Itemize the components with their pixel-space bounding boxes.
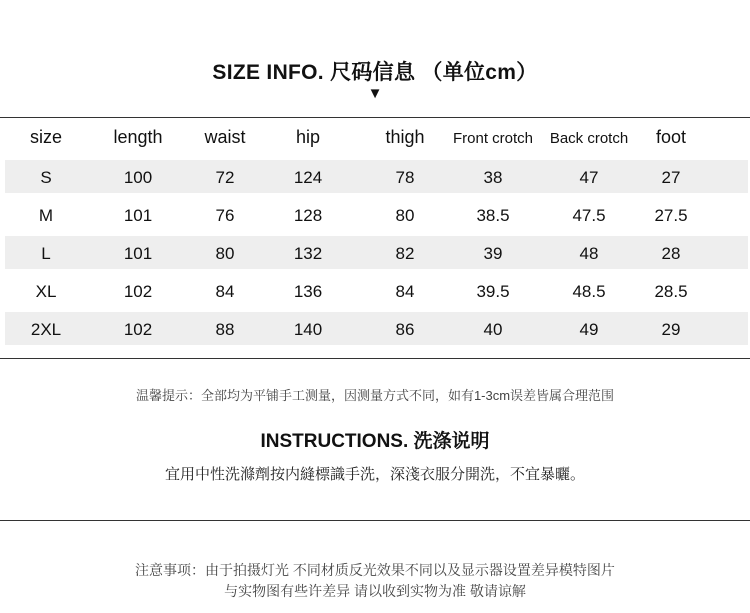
table-cell: 38 — [483, 168, 503, 187]
table-cell: 28 — [661, 244, 681, 263]
row-band — [5, 312, 748, 345]
column-header-foot: foot — [655, 127, 687, 147]
table-cell: 28.5 — [654, 282, 688, 301]
table-cell: 84 — [215, 282, 235, 301]
table-cell: 100 — [123, 168, 153, 187]
table-cell: 80 — [395, 206, 415, 225]
table-cell: 78 — [395, 168, 415, 187]
table-cell: M — [38, 206, 54, 225]
table-cell: 2XL — [30, 320, 62, 339]
table-cell: 49 — [579, 320, 599, 339]
table-cell: 48.5 — [572, 282, 606, 301]
table-cell: 101 — [123, 244, 153, 263]
table-cell: 124 — [293, 168, 323, 187]
table-cell: 82 — [395, 244, 415, 263]
table-cell: 102 — [123, 282, 153, 301]
table-cell: S — [40, 168, 52, 187]
table-cell: 27 — [661, 168, 681, 187]
column-header-front-crotch: Front crotch — [452, 130, 534, 147]
table-top-rule — [0, 117, 750, 118]
table-cell: L — [41, 244, 51, 263]
table-cell: XL — [35, 282, 57, 301]
column-header-waist: waist — [204, 127, 246, 147]
table-cell: 132 — [293, 244, 323, 263]
table-cell: 128 — [293, 206, 323, 225]
table-cell: 76 — [215, 206, 235, 225]
table-cell: 48 — [579, 244, 599, 263]
column-header-size: size — [29, 127, 63, 147]
section-divider — [0, 520, 750, 521]
note-line-1: 注意事项：由于拍摄灯光 不同材质反光效果不同以及显示器设置差异模特图片 — [135, 562, 615, 578]
table-cell: 47 — [579, 168, 599, 187]
table-cell: 136 — [293, 282, 323, 301]
column-header-back-crotch: Back crotch — [549, 130, 629, 147]
table-cell: 40 — [483, 320, 503, 339]
page-title: SIZE INFO. 尺码信息 （单位cm） — [212, 61, 538, 84]
table-cell: 102 — [123, 320, 153, 339]
table-cell: 39.5 — [476, 282, 510, 301]
table-cell: 86 — [395, 320, 415, 339]
table-cell: 27.5 — [654, 206, 688, 225]
column-header-hip: hip — [295, 127, 321, 147]
down-arrow-icon: ▼ — [367, 85, 383, 102]
table-bottom-rule — [0, 358, 750, 359]
note-line-2: 与实物图有些许差异 请以收到实物为准 敬请谅解 — [224, 583, 526, 599]
row-band — [5, 236, 748, 269]
table-cell: 88 — [215, 320, 235, 339]
column-header-length: length — [113, 127, 163, 147]
instructions-title: INSTRUCTIONS. 洗涤说明 — [260, 431, 490, 452]
table-cell: 72 — [215, 168, 235, 187]
table-cell: 29 — [661, 320, 681, 339]
table-cell: 47.5 — [572, 206, 606, 225]
column-header-thigh: thigh — [385, 127, 425, 147]
care-instructions: 宜用中性洗滌劑按内縫標識手洗，深淺衣服分開洗，不宜暴曬。 — [164, 466, 585, 483]
table-cell: 140 — [293, 320, 323, 339]
table-cell: 39 — [483, 244, 503, 263]
table-cell: 101 — [123, 206, 153, 225]
table-cell: 80 — [215, 244, 235, 263]
row-band — [5, 160, 748, 193]
table-cell: 38.5 — [476, 206, 510, 225]
measurement-tip: 温馨提示：全部均为平铺手工测量，因测量方式不同，如有1-3cm误差皆属合理范围 — [135, 388, 615, 403]
table-cell: 84 — [395, 282, 415, 301]
